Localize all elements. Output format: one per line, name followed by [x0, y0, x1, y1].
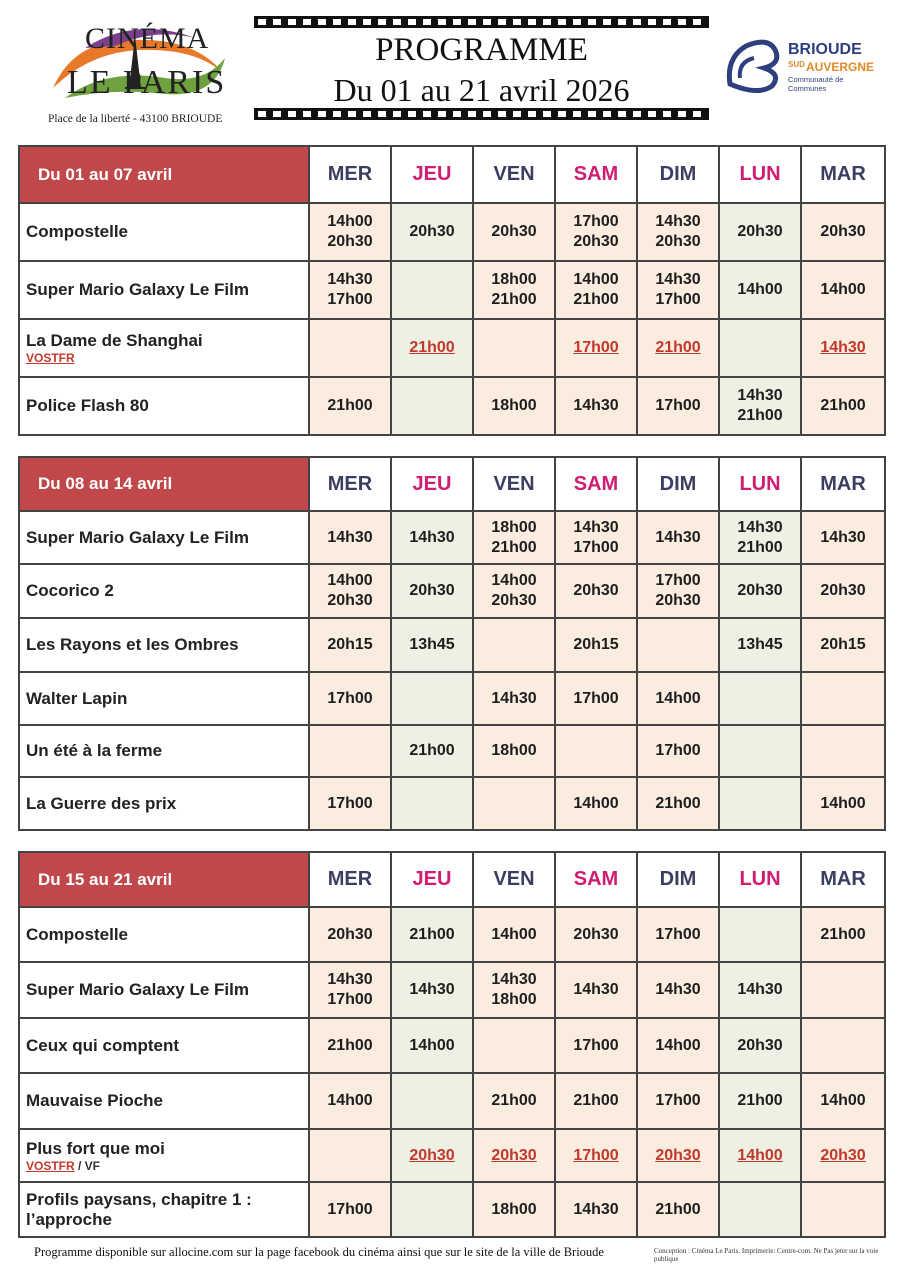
day-header: DIM	[637, 852, 719, 907]
film-title: Plus fort que moi VOSTFR / VF	[19, 1129, 309, 1182]
programme-banner	[254, 16, 709, 120]
showtime-cell: 14h00 20h30	[309, 564, 391, 618]
showtime-cell: 17h00 20h30	[637, 564, 719, 618]
showtime-cell	[309, 1129, 391, 1182]
showtime-cell: 14h30	[719, 962, 801, 1018]
showtime-cell: 14h30	[555, 1182, 637, 1237]
film-row	[19, 618, 885, 672]
showtime-cell	[473, 618, 555, 672]
page-title: PROGRAMME	[375, 32, 588, 68]
date-range: Du 01 au 21 avril 2026	[333, 72, 630, 108]
day-header: MER	[309, 457, 391, 511]
showtime-cell: 21h00	[637, 777, 719, 830]
showtime-cell: 21h00	[719, 1073, 801, 1129]
film-title: Super Mario Galaxy Le Film	[19, 261, 309, 319]
showtime-cell: 20h30	[391, 203, 473, 261]
film-title: Un été à la ferme	[19, 725, 309, 777]
film-title: Super Mario Galaxy Le Film	[19, 962, 309, 1018]
showtime-cell: 18h00 21h00	[473, 261, 555, 319]
showtime-cell: 14h00	[719, 1129, 801, 1182]
brioude-emblem-icon	[724, 38, 784, 94]
showtime-cell: 14h00	[801, 1073, 885, 1129]
day-header: VEN	[473, 146, 555, 203]
showtime-cell: 21h00	[637, 319, 719, 377]
showtime-cell	[719, 777, 801, 830]
film-title: Mauvaise Pioche	[19, 1073, 309, 1129]
film-title: Profils paysans, chapitre 1 : l’approche	[19, 1182, 309, 1237]
showtime-cell: 14h30 17h00	[309, 962, 391, 1018]
footer-info: Programme disponible sur allocine.com sur la page facebook du cinéma ainsi que sur le site de la ville de Brioude	[34, 1245, 604, 1259]
showtime-cell: 20h30	[719, 203, 801, 261]
week-table	[18, 851, 886, 1238]
day-header: MER	[309, 146, 391, 203]
day-header: DIM	[637, 146, 719, 203]
showtime-cell: 14h30	[391, 962, 473, 1018]
film-strip-bottom	[254, 108, 709, 120]
showtime-cell: 17h00 20h30	[555, 203, 637, 261]
showtime-cell: 20h30	[801, 564, 885, 618]
showtime-cell	[309, 319, 391, 377]
showtime-cell: 20h30	[473, 203, 555, 261]
film-row	[19, 377, 885, 435]
showtime-cell: 17h00	[309, 1182, 391, 1237]
footer-credits: Conception : Cinéma Le Paris. Imprimerie: Centre-com. Ne Pas jeter sur la voie publique	[654, 1247, 879, 1263]
brioude-sud: SUD	[788, 60, 805, 69]
showtime-cell: 21h00	[637, 1182, 719, 1237]
logo-word-2: LE PARIS	[67, 64, 227, 101]
showtime-cell	[719, 672, 801, 725]
film-row	[19, 962, 885, 1018]
showtime-cell: 14h30	[801, 319, 885, 377]
showtime-cell: 13h45	[391, 618, 473, 672]
showtime-cell	[391, 672, 473, 725]
film-title: La Guerre des prix	[19, 777, 309, 830]
showtime-cell	[801, 962, 885, 1018]
brioude-region: AUVERGNE	[806, 60, 875, 74]
showtime-cell: 14h00	[391, 1018, 473, 1073]
film-title: Compostelle	[19, 203, 309, 261]
showtime-cell: 14h30 17h00	[309, 261, 391, 319]
version-tag: VOSTFR	[26, 351, 75, 365]
showtime-cell: 14h00 20h30	[473, 564, 555, 618]
film-title: Walter Lapin	[19, 672, 309, 725]
day-header: VEN	[473, 457, 555, 511]
showtime-cell: 14h30	[637, 962, 719, 1018]
showtime-cell	[719, 1182, 801, 1237]
showtime-cell: 14h30	[309, 511, 391, 564]
day-header: SAM	[555, 852, 637, 907]
showtime-cell	[801, 672, 885, 725]
showtime-cell: 14h00	[801, 261, 885, 319]
day-header: MAR	[801, 146, 885, 203]
showtime-cell	[801, 1182, 885, 1237]
showtime-cell	[719, 907, 801, 962]
showtime-cell	[391, 1073, 473, 1129]
film-title: Les Rayons et les Ombres	[19, 618, 309, 672]
showtime-cell: 21h00	[473, 1073, 555, 1129]
showtime-cell	[391, 377, 473, 435]
showtime-cell	[801, 1018, 885, 1073]
showtime-cell: 21h00	[391, 725, 473, 777]
showtime-cell: 14h00 21h00	[555, 261, 637, 319]
showtime-cell: 20h30	[309, 907, 391, 962]
film-row	[19, 1129, 885, 1182]
showtime-cell: 21h00	[801, 377, 885, 435]
version-tag: VOSTFR / VF	[26, 1158, 101, 1173]
cinema-logo	[45, 18, 230, 110]
day-header: VEN	[473, 852, 555, 907]
showtime-cell: 14h30 18h00	[473, 962, 555, 1018]
showtime-cell	[801, 725, 885, 777]
showtime-cell: 14h00	[637, 1018, 719, 1073]
showtime-cell: 14h30 20h30	[637, 203, 719, 261]
showtime-cell: 18h00 21h00	[473, 511, 555, 564]
showtime-cell: 14h30	[637, 511, 719, 564]
day-header: JEU	[391, 457, 473, 511]
brioude-logo	[724, 38, 874, 94]
showtime-cell: 20h30	[391, 1129, 473, 1182]
showtime-cell: 14h30	[801, 511, 885, 564]
showtime-cell: 14h00	[555, 777, 637, 830]
showtime-cell: 17h00	[555, 1129, 637, 1182]
day-header: JEU	[391, 852, 473, 907]
showtime-cell: 20h15	[309, 618, 391, 672]
showtime-cell: 20h30	[801, 203, 885, 261]
showtime-cell	[637, 618, 719, 672]
logo-word-1: CINÉMA	[85, 22, 210, 55]
showtime-cell: 14h30 17h00	[555, 511, 637, 564]
showtime-cell: 17h00	[309, 672, 391, 725]
showtime-cell: 20h30	[555, 907, 637, 962]
showtime-cell: 20h30	[391, 564, 473, 618]
showtime-cell: 21h00	[391, 907, 473, 962]
day-header: MAR	[801, 852, 885, 907]
showtime-cell: 20h30	[555, 564, 637, 618]
showtime-cell: 20h30	[719, 1018, 801, 1073]
showtime-cell: 17h00	[637, 907, 719, 962]
showtime-cell	[391, 261, 473, 319]
film-row	[19, 319, 885, 377]
film-title: Ceux qui comptent	[19, 1018, 309, 1073]
showtime-cell	[555, 725, 637, 777]
showtime-cell: 14h00	[719, 261, 801, 319]
showtime-cell: 14h00	[801, 777, 885, 830]
showtime-cell: 14h30	[473, 672, 555, 725]
showtime-cell: 21h00	[309, 1018, 391, 1073]
showtime-cell: 20h30	[473, 1129, 555, 1182]
film-title: Compostelle	[19, 907, 309, 962]
showtime-cell: 20h30	[719, 564, 801, 618]
showtime-cell: 14h30 21h00	[719, 511, 801, 564]
showtime-cell: 14h00	[309, 1073, 391, 1129]
showtime-cell: 14h30 21h00	[719, 377, 801, 435]
showtime-cell: 21h00	[391, 319, 473, 377]
week-table	[18, 456, 886, 831]
day-header: DIM	[637, 457, 719, 511]
showtime-cell: 18h00	[473, 1182, 555, 1237]
showtime-cell: 14h00	[473, 907, 555, 962]
week-range-header: Du 08 au 14 avril	[19, 457, 309, 511]
film-strip-top	[254, 16, 709, 28]
film-row	[19, 672, 885, 725]
cinema-address: Place de la liberté - 43100 BRIOUDE	[48, 113, 223, 125]
film-row	[19, 203, 885, 261]
showtime-cell: 20h30	[801, 1129, 885, 1182]
film-row	[19, 1018, 885, 1073]
showtime-cell: 14h30	[555, 377, 637, 435]
showtime-cell: 21h00	[555, 1073, 637, 1129]
day-header: LUN	[719, 457, 801, 511]
day-header: LUN	[719, 852, 801, 907]
showtime-cell: 14h30 17h00	[637, 261, 719, 319]
film-row	[19, 1182, 885, 1237]
film-row	[19, 564, 885, 618]
film-title: Cocorico 2	[19, 564, 309, 618]
film-title: Police Flash 80	[19, 377, 309, 435]
day-header: MER	[309, 852, 391, 907]
showtime-cell	[719, 725, 801, 777]
showtime-cell: 20h15	[801, 618, 885, 672]
showtime-cell: 13h45	[719, 618, 801, 672]
showtime-cell: 14h00 20h30	[309, 203, 391, 261]
showtime-cell: 17h00	[555, 319, 637, 377]
brioude-community: Communauté de Communes	[788, 75, 844, 93]
film-title: La Dame de Shanghai VOSTFR	[19, 319, 309, 377]
showtime-cell: 14h00	[637, 672, 719, 725]
film-row	[19, 261, 885, 319]
showtime-cell	[719, 319, 801, 377]
showtime-cell: 17h00	[309, 777, 391, 830]
film-row	[19, 777, 885, 830]
showtime-cell: 17h00	[555, 1018, 637, 1073]
film-title: Super Mario Galaxy Le Film	[19, 511, 309, 564]
showtime-cell	[309, 725, 391, 777]
showtime-cell: 17h00	[637, 377, 719, 435]
showtime-cell	[473, 1018, 555, 1073]
showtime-cell: 20h15	[555, 618, 637, 672]
showtime-cell: 14h30	[391, 511, 473, 564]
showtime-cell	[473, 777, 555, 830]
showtime-cell: 18h00	[473, 377, 555, 435]
day-header: JEU	[391, 146, 473, 203]
day-header: LUN	[719, 146, 801, 203]
day-header: MAR	[801, 457, 885, 511]
showtime-cell	[391, 1182, 473, 1237]
week-range-header: Du 01 au 07 avril	[19, 146, 309, 203]
week-range-header: Du 15 au 21 avril	[19, 852, 309, 907]
film-row	[19, 725, 885, 777]
film-row	[19, 1073, 885, 1129]
showtime-cell: 21h00	[801, 907, 885, 962]
film-row	[19, 511, 885, 564]
showtime-cell: 18h00	[473, 725, 555, 777]
day-header: SAM	[555, 146, 637, 203]
showtime-cell: 17h00	[637, 1073, 719, 1129]
showtime-cell: 17h00	[555, 672, 637, 725]
brioude-name: BRIOUDE	[788, 41, 862, 58]
showtime-cell	[391, 777, 473, 830]
showtime-cell	[473, 319, 555, 377]
day-header: SAM	[555, 457, 637, 511]
showtime-cell: 14h30	[555, 962, 637, 1018]
showtime-cell: 21h00	[309, 377, 391, 435]
showtime-cell: 20h30	[637, 1129, 719, 1182]
film-row	[19, 907, 885, 962]
week-table	[18, 145, 886, 436]
showtime-cell: 17h00	[637, 725, 719, 777]
